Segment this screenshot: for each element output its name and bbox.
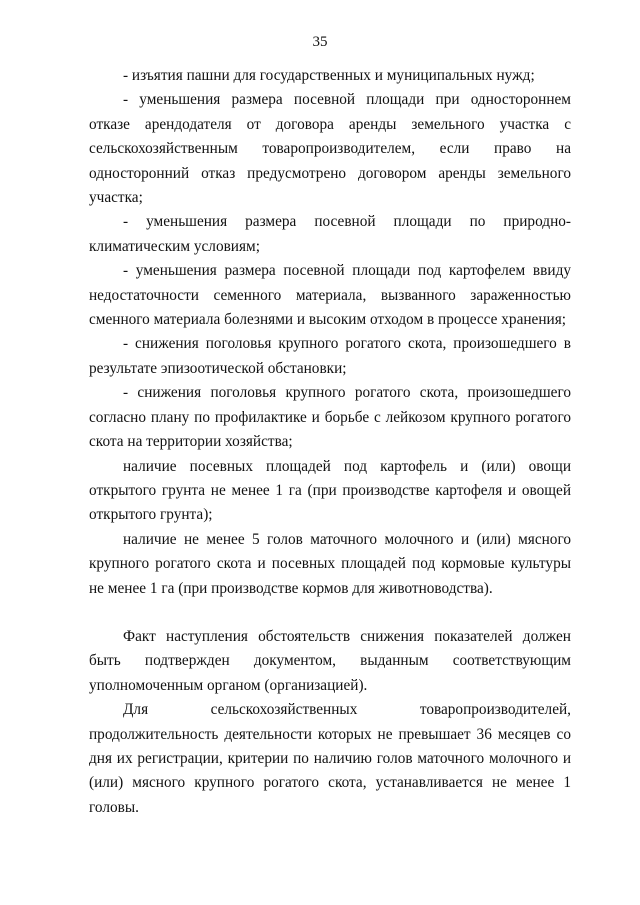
paragraph-cattle-feed-crops: наличие не менее 5 голов маточного молочного и (или) мясного крупного рогатого скота и посевных площадей под кормовые культуры не менее 1 га (при производстве кормов для животноводства). xyxy=(89,530,571,597)
page-number: 35 xyxy=(312,34,328,50)
document-body xyxy=(89,64,571,820)
paragraph-new-producers: Для сельскохозяйственных товаропроизводителей, продолжительность деятельности которых не превышает 36 месяцев со дня их регистрации, критерии по наличию голов маточного молочного и (или) мясного крупного рогатого скота, устанавливается не менее 1 головы. xyxy=(89,701,571,816)
paragraph-document-confirmation: Факт наступления обстоятельств снижения показателей должен быть подтвержден документом, выданным соответствующим уполномоченным органом (организацией). xyxy=(89,627,571,694)
paragraph-epizootic: - снижения поголовья крупного рогатого скота, произошедшего в результате эпизоотической обстановки; xyxy=(89,335,571,377)
paragraph-lease-termination: - уменьшения размера посевной площади при одностороннем отказе арендодателя от договора аренды земельного участка с сельскохозяйственным товаропроизводителем, если право на односторонний отказ предусмотрено договором аренды земельного участка; xyxy=(89,91,571,207)
paragraph-seed-shortage: - уменьшения размера посевной площади под картофелем ввиду недостаточности семенного материала, вызванного зараженностью сменного материала болезнями и высоким отходом в процессе хранения; xyxy=(89,262,571,329)
paragraph-gap xyxy=(89,601,571,625)
paragraph-potato-vegetable-area: наличие посевных площадей под картофель и (или) овощи открытого грунта не менее 1 га (при производстве картофеля и овощей открытого грунта); xyxy=(89,457,571,524)
paragraph-leukosis-plan: - снижения поголовья крупного рогатого скота, произошедшего согласно плану по профилактике и борьбе с лейкозом крупного рогатого скота на территории хозяйства; xyxy=(89,384,571,451)
paragraph-climatic-conditions: - уменьшения размера посевной площади по природно-климатическим условиям; xyxy=(89,213,571,255)
paragraph-arable-land-withdrawal: - изъятия пашни для государственных и муниципальных нужд; xyxy=(123,67,535,84)
